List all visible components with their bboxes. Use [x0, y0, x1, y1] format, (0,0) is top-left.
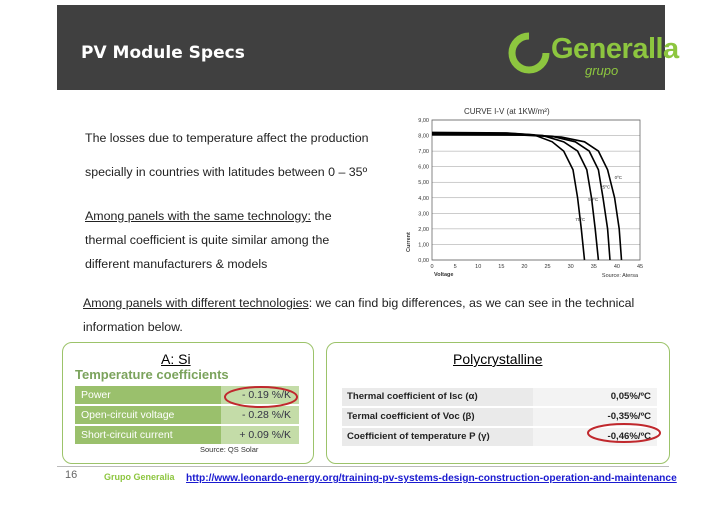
panel-a-source: Source: QS Solar [200, 445, 259, 454]
y-tick-label: 6,00 [418, 164, 429, 171]
panel-p-row-label: Coefficient of temperature P (γ) [342, 428, 533, 446]
reference-link[interactable]: http://www.leonardo-energy.org/training-pv-systems-design-construction-operation-and-maintenance [186, 473, 677, 484]
panel-p-row-value: -0,46%/ºC [533, 428, 657, 446]
x-tick-label: 35 [590, 264, 597, 270]
series-label: 0ºC [614, 175, 622, 181]
header-bar [57, 5, 679, 90]
panel-p-row [342, 388, 657, 406]
series-label: 25ºC [600, 184, 611, 190]
x-tick-label: 20 [521, 264, 528, 270]
panel-p-row-value: 0,05%/ºC [533, 388, 657, 406]
panel-a-row [75, 426, 299, 444]
panel-a-row-value: - 0.19 %/K [221, 386, 299, 404]
highlight-ellipse-a [222, 384, 300, 410]
x-tick-label: 40 [613, 264, 620, 270]
page-title: PV Module Specs [81, 43, 245, 63]
x-tick-label: 0 [430, 264, 434, 270]
series-line [432, 133, 598, 260]
panel-a-row-label: Power [81, 389, 111, 401]
panel-a-row-value: + 0.09 %/K [221, 426, 299, 444]
y-tick-label: 5,00 [418, 180, 429, 187]
panel-a-heading: Temperature coefficients [75, 367, 229, 382]
x-tick-label: 15 [498, 264, 505, 270]
highlight-ellipse-p [585, 420, 663, 446]
series-line [432, 132, 585, 260]
iv-curve-svg [400, 104, 660, 294]
same-technology-paragraph [85, 205, 332, 275]
y-axis-label: Current [406, 232, 412, 252]
footer-divider [57, 466, 669, 467]
generalla-logo [507, 23, 679, 83]
series-label: 50ºC [588, 196, 599, 202]
diff-line-1 [83, 292, 634, 314]
chart-title: CURVE I-V (at 1KW/m²) [464, 107, 550, 116]
y-tick-label: 7,00 [418, 149, 429, 156]
temp-line-2: specially in countries with latitudes between 0 – 35º [85, 165, 368, 179]
logo-mark-icon [507, 31, 553, 77]
x-tick-label: 10 [475, 264, 482, 270]
panel-a-title: A: Si [161, 351, 191, 367]
series-label: 75ºC [575, 217, 586, 223]
panel-a-row-label: Short-circuit current [81, 429, 173, 441]
y-tick-label: 3,00 [418, 211, 429, 218]
x-tick-label: 5 [453, 264, 457, 270]
y-tick-label: 8,00 [418, 133, 429, 140]
x-tick-label: 25 [544, 264, 551, 270]
y-tick-label: 9,00 [418, 118, 429, 124]
x-axis-label: Voltage [434, 272, 454, 278]
iv-curve-chart [400, 104, 660, 294]
temp-line-1: The losses due to temperature affect the production [85, 131, 369, 145]
footer-logo: Grupo Generalia [104, 472, 175, 482]
same-line-1 [85, 205, 332, 227]
same-tech-underlined: Among panels with the same technology: [85, 209, 311, 223]
chart-source: Source: Atersa [601, 273, 638, 279]
different-technology-paragraph [83, 292, 634, 338]
panel-p-row-value: -0,35%/ºC [533, 408, 657, 426]
logo-subtext: grupo [585, 63, 619, 78]
diff-tech-underlined: Among panels with different technologies [83, 296, 309, 310]
diff-line-2: information below. [83, 320, 183, 334]
y-tick-label: 1,00 [418, 242, 429, 249]
panel-a-row-label: Open-circuit voltage [81, 409, 175, 421]
panel-p-row-label: Thermal coefficient of Isc (α) [342, 388, 533, 406]
panel-a-row-value: - 0.28 %/K [221, 406, 299, 424]
x-tick-label: 45 [636, 264, 644, 270]
temperature-paragraph [85, 127, 369, 183]
same-line-2: thermal coefficient is quite similar among the [85, 233, 330, 247]
x-tick-label: 30 [567, 264, 574, 270]
logo-text: Generalla [551, 33, 679, 65]
same-line-3: different manufacturers & models [85, 257, 268, 271]
page-number: 16 [65, 469, 78, 481]
same-tech-rest: the [310, 209, 332, 223]
diff-tech-rest: : we can find big differences, as we can see in the technical [308, 296, 635, 310]
y-tick-label: 4,00 [418, 195, 429, 202]
panel-p-title: Polycrystalline [453, 351, 543, 367]
y-tick-label: 0,00 [418, 258, 429, 264]
panel-p-row-label: Termal coefficient of Voc (β) [342, 408, 533, 426]
y-tick-label: 2,00 [418, 226, 429, 233]
